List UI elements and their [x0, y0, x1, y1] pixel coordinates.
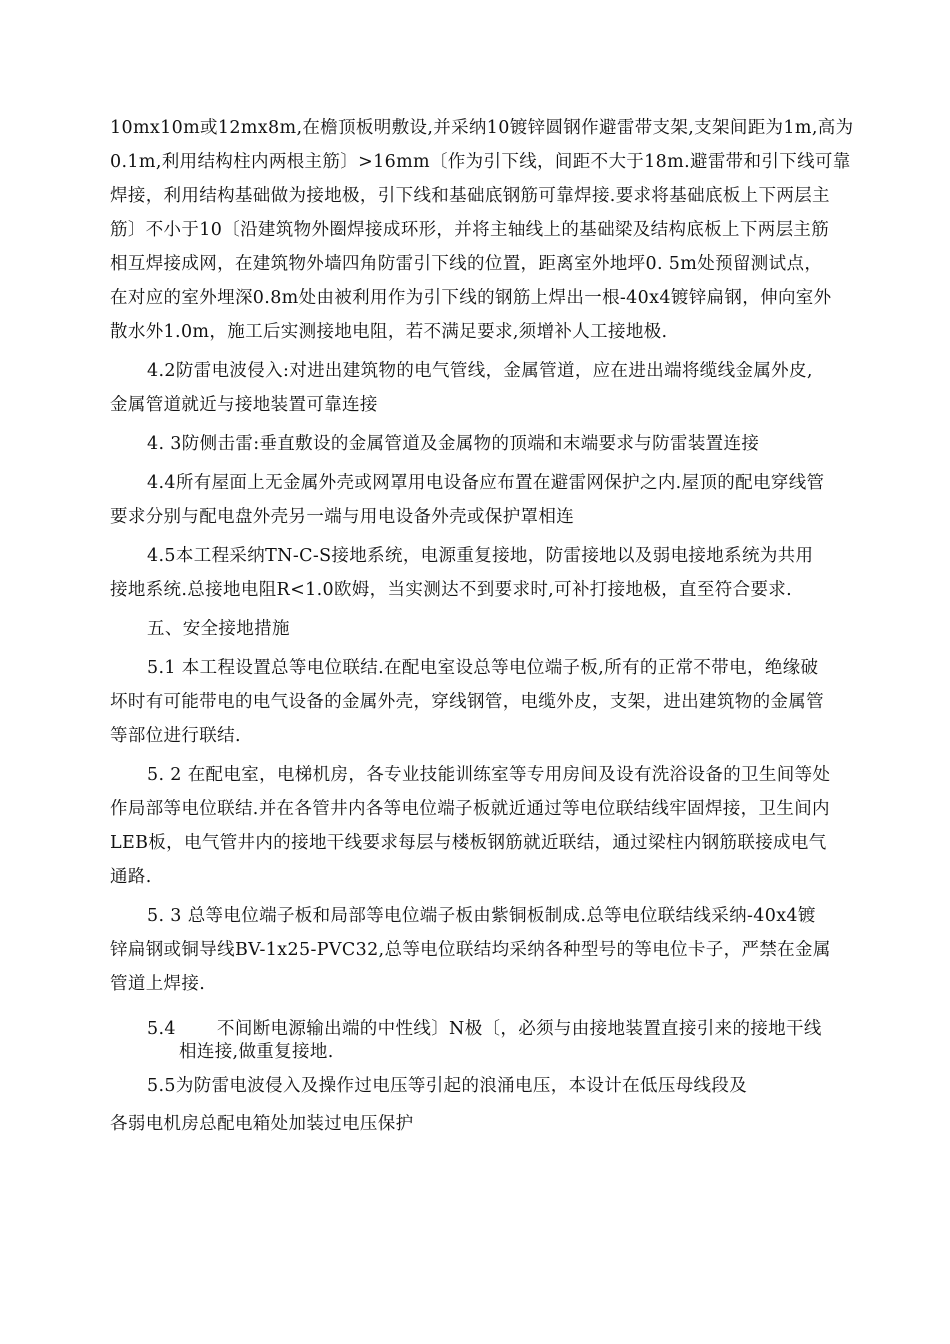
text-line: 筋〕不小于10〔沿建筑物外圈焊接成环形，并将主轴线上的基础梁及结构底板上下两层主筋	[110, 220, 830, 240]
text-line: 5.1 本工程设置总等电位联结.在配电室设总等电位端子板,所有的正常不带电，绝缘破	[147, 658, 819, 678]
text-line: 接地系统.总接地电阻R<1.0欧姆，当实测达不到要求时,可补打接地极，直至符合要求.	[110, 580, 793, 600]
text-line: 4.5本工程采纳TN-C-S接地系统，电源重复接地，防雷接地以及弱电接地系统为共用	[147, 546, 814, 566]
item-number: 5.4	[147, 1019, 176, 1039]
text-line: 通路.	[110, 867, 152, 887]
text-line: 作局部等电位联结.并在各管井内各等电位端子板就近通过等电位联结线牢固焊接，卫生间内	[110, 799, 830, 819]
text-line: 等部位进行联结.	[110, 726, 241, 746]
text-line: 要求分别与配电盘外壳另一端与用电设备外壳或保护罩相连	[110, 507, 575, 527]
text-line: 坏时有可能带电的电气设备的金属外壳，穿线钢管，电缆外皮，支架，进出建筑物的金属管	[110, 692, 824, 712]
text-line: 5.5为防雷电波侵入及操作过电压等引起的浪涌电压，本设计在低压母线段及	[147, 1076, 748, 1096]
text-line: 散水外1.0m，施工后实测接地电阻，若不满足要求,须增补人工接地极.	[110, 322, 668, 342]
text-line: 不间断电源输出端的中性线〕N极〔，必须与由接地装置直接引来的接地干线	[217, 1019, 822, 1039]
text-line: 4.4所有屋面上无金属外壳或网罩用电设备应布置在避雷网保护之内.屋顶的配电穿线管	[147, 473, 825, 493]
text-line: 在对应的室外埋深0.8m处由被利用作为引下线的钢筋上焊出一根-40x4镀锌扁钢，伸向室外	[110, 288, 832, 308]
text-line: 4. 3防侧击雷:垂直敷设的金属管道及金属物的顶端和末端要求与防雷装置连接	[147, 434, 760, 454]
text-line: 管道上焊接.	[110, 974, 206, 994]
section-heading: 五、安全接地措施	[147, 619, 290, 639]
text-line: 10mx10m或12mx8m,在檐顶板明敷设,并采纳10镀锌圆钢作避雷带支架,支架间距为1m,高为	[110, 118, 854, 138]
text-line: 5. 2 在配电室，电梯机房，各专业技能训练室等专用房间及设有洗浴设备的卫生间等处	[147, 765, 831, 785]
text-line: LEB板，电气管井内的接地干线要求每层与楼板钢筋就近联结，通过梁柱内钢筋联接成电气	[110, 833, 827, 853]
text-line: 0.1m,利用结构柱内两根主筋〕>16mm〔作为引下线，间距不大于18m.避雷带和引下线可靠	[110, 152, 851, 172]
text-line: 5. 3 总等电位端子板和局部等电位端子板由紫铜板制成.总等电位联结线采纳-40x4镀	[147, 906, 816, 926]
text-line: 各弱电机房总配电箱处加装过电压保护	[110, 1114, 414, 1134]
text-line: 相互焊接成网，在建筑物外墙四角防雷引下线的位置，距离室外地坪0. 5m处预留测试点，	[110, 254, 823, 274]
text-line: 锌扁钢或铜导线BV-1x25-PVC32,总等电位联结均采纳各种型号的等电位卡子，严禁在金属	[110, 940, 831, 960]
text-line: 金属管道就近与接地装置可靠连接	[110, 395, 378, 415]
text-line: 4.2防雷电波侵入:对进出建筑物的电气管线，金属管道，应在进出端将缆线金属外皮,	[147, 361, 813, 381]
text-line: 相连接,做重复接地.	[179, 1042, 334, 1062]
text-line: 焊接，利用结构基础做为接地极，引下线和基础底钢筋可靠焊接.要求将基础底板上下两层主	[110, 186, 830, 206]
